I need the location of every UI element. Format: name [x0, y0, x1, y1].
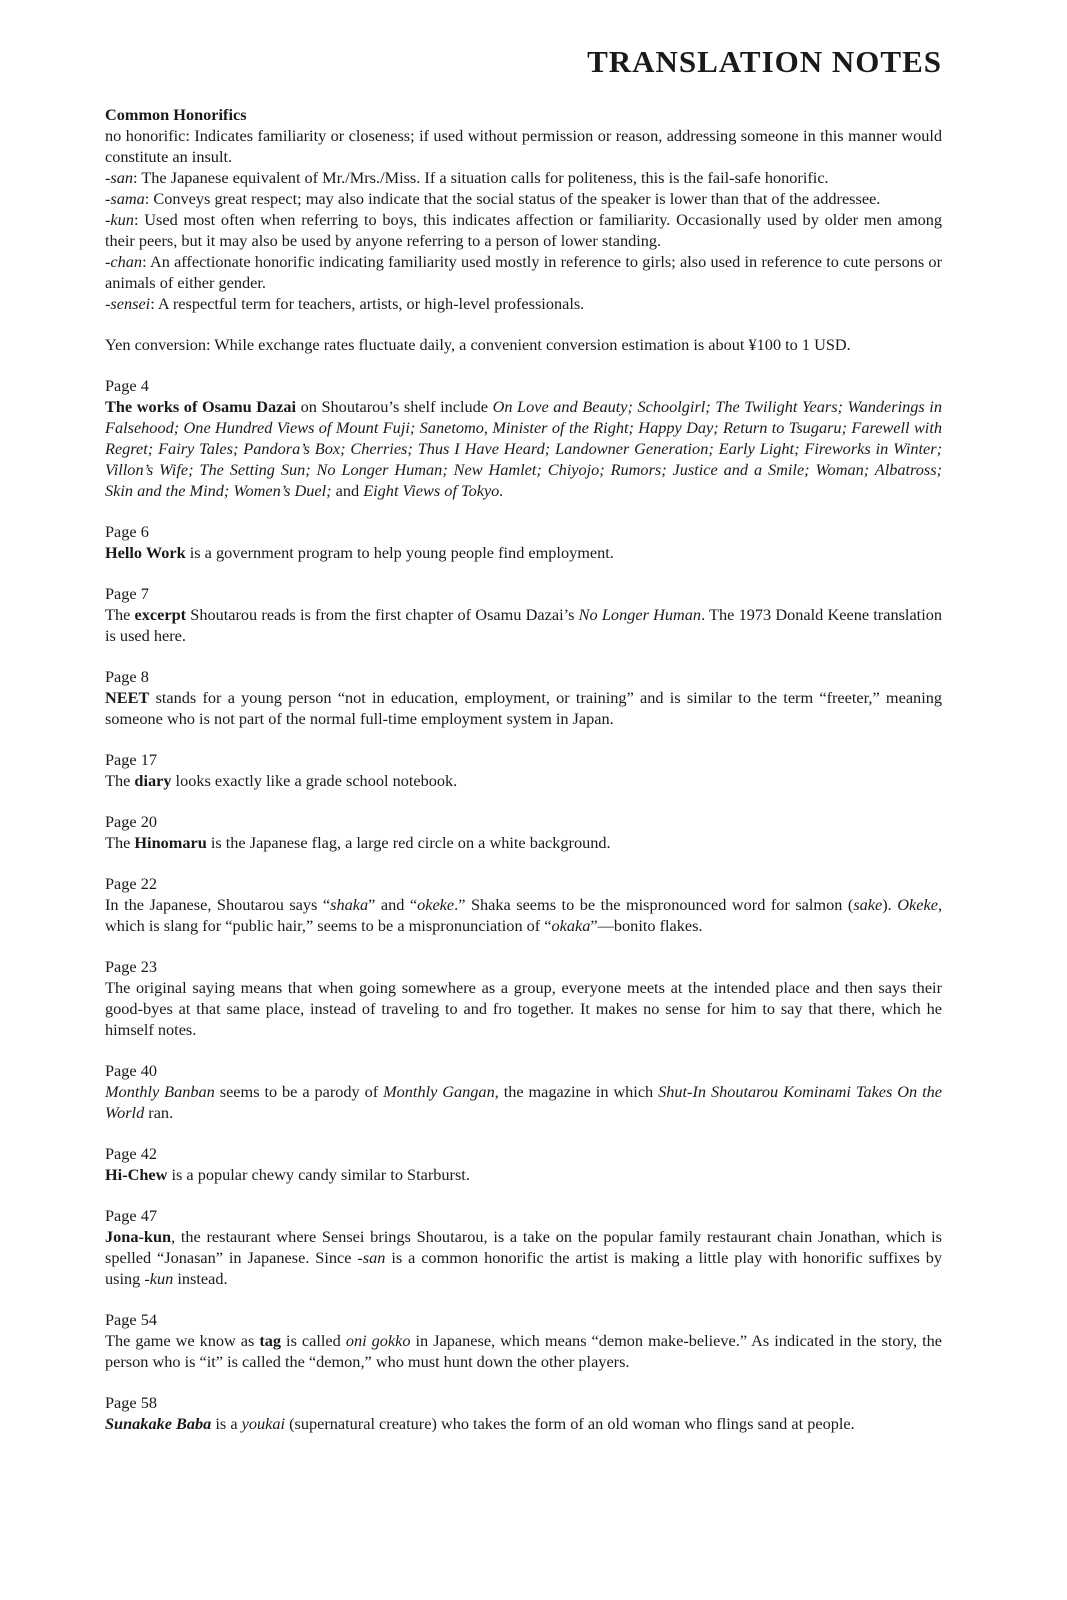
note-page-label: Page 20 — [105, 812, 157, 831]
note-page-label: Page 17 — [105, 750, 157, 769]
note-page-label: Page 4 — [105, 376, 149, 395]
note-page-label: Page 22 — [105, 874, 157, 893]
yen-note: Yen conversion: While exchange rates fluctuate daily, a convenient conversion estimation is about ¥100 to 1 USD. — [105, 335, 851, 354]
note-page-label: Page 42 — [105, 1144, 157, 1163]
note-page-6: Page 6 Hello Work is a government program to help young people find employment. — [105, 521, 942, 563]
note-page-42: Page 42 Hi-Chew is a popular chewy candy similar to Starburst. — [105, 1143, 942, 1185]
honorific-chan: -chan: An affectionate honorific indicating familiarity used mostly in reference to girls; also used in reference to cute persons or animals of either gender. — [105, 252, 942, 292]
note-page-47: Page 47 Jona-kun, the restaurant where Sensei brings Shoutarou, is a take on the popular family restaurant chain Jonathan, which is spelled “Jonasan” in Japanese. Since -san is a common honorific the artist is making a little play with honorific suffixes by using -kun instead. — [105, 1206, 943, 1288]
honorific-sama: -sama: Conveys great respect; may also indicate that the social status of the speaker is lower than that of the addressee. — [105, 189, 881, 208]
note-page-label: Page 7 — [105, 584, 149, 603]
note-page-label: Page 6 — [105, 522, 149, 541]
note-page-label: Page 40 — [105, 1061, 157, 1080]
note-page-7: Page 7 The excerpt Shoutarou reads is from the first chapter of Osamu Dazai’s No Longer Human. The 1973 Donald Keene translation is used here. — [105, 584, 943, 645]
honorific-none: no honorific: Indicates familiarity or closeness; if used without permission or reason, addressing someone in this manner would constitute an insult. — [105, 126, 943, 166]
note-page-20: Page 20 The Hinomaru is the Japanese flag, a large red circle on a white background. — [105, 811, 942, 853]
honorific-sensei: -sensei: A respectful term for teachers, artists, or high-level professionals. — [105, 294, 585, 313]
note-page-label: Page 23 — [105, 957, 157, 976]
note-page-22: Page 22 In the Japanese, Shoutarou says “shaka” and “okeke.” Shaka seems to be the mispronounced word for salmon (sake). Okeke, which is slang for “public hair,” seems to be a mispronunciation of “okaka”—bonito flakes. — [105, 874, 943, 935]
honorific-san: -san: The Japanese equivalent of Mr./Mrs./Miss. If a situation calls for politeness, this is the fail-safe honorific. — [105, 168, 829, 187]
note-page-label: Page 54 — [105, 1310, 157, 1329]
honorifics-heading: Common Honorifics — [105, 105, 247, 124]
note-page-58: Page 58 Sunakake Baba is a youkai (supernatural creature) who takes the form of an old woman who flings sand at people. — [105, 1392, 942, 1434]
note-page-8: Page 8 NEET stands for a young person “not in education, employment, or training” and is similar to the term “freeter,” meaning someone who is not part of the normal full-time employment system in Japan. — [105, 667, 942, 728]
note-page-label: Page 8 — [105, 667, 149, 686]
honorifics-section — [105, 104, 942, 314]
translation-notes-page — [105, 42, 942, 1434]
note-page-label: Page 47 — [105, 1206, 157, 1225]
page-title: TRANSLATION NOTES — [587, 44, 942, 79]
note-page-label: Page 58 — [105, 1393, 157, 1412]
note-page-17: Page 17 The diary looks exactly like a grade school notebook. — [105, 749, 942, 791]
note-page-40: Page 40 Monthly Banban seems to be a parody of Monthly Gangan, the magazine in which Shut-In Shoutarou Kominami Takes On the World ran. — [105, 1061, 942, 1122]
note-page-54: Page 54 The game we know as tag is called oni gokko in Japanese, which means “demon make-believe.” As indicated in the story, the person who is “it” is called the “demon,” who must hunt down the other players. — [105, 1310, 943, 1371]
note-page-4: Page 4 The works of Osamu Dazai on Shoutarou’s shelf include On Love and Beauty; Schoolgirl; The Twilight Years; Wanderings in Falsehood; One Hundred Views of Mount Fuji; Sanetomo, Minister of the Right; Happy Day; Return to Tsugaru; Farewell with Regret; Fairy Tales; Pandora’s Box; Cherries; Thus I Have Heard; Landowner Generation; Early Light; Fireworks in Winter; Villon’s Wife; The Setting Sun; No Longer Human; New Hamlet; Chiyojo; Rumors; Justice and a Smile; Woman; Albatross; Skin and the Mind; Women’s Duel; and Eight Views of Tokyo. — [105, 376, 942, 500]
note-page-23: Page 23 The original saying means that when going somewhere as a group, everyone meets at the intended place and then says their good-byes at that same place, instead of traveling to and fro together. It makes no sense for him to say that there, which he himself notes. — [105, 957, 942, 1039]
honorific-kun: -kun: Used most often when referring to boys, this indicates affection or familiarity. Occasionally used by older men among their peers, but it may also be used by anyone referring to a person of lower standing. — [105, 210, 942, 250]
